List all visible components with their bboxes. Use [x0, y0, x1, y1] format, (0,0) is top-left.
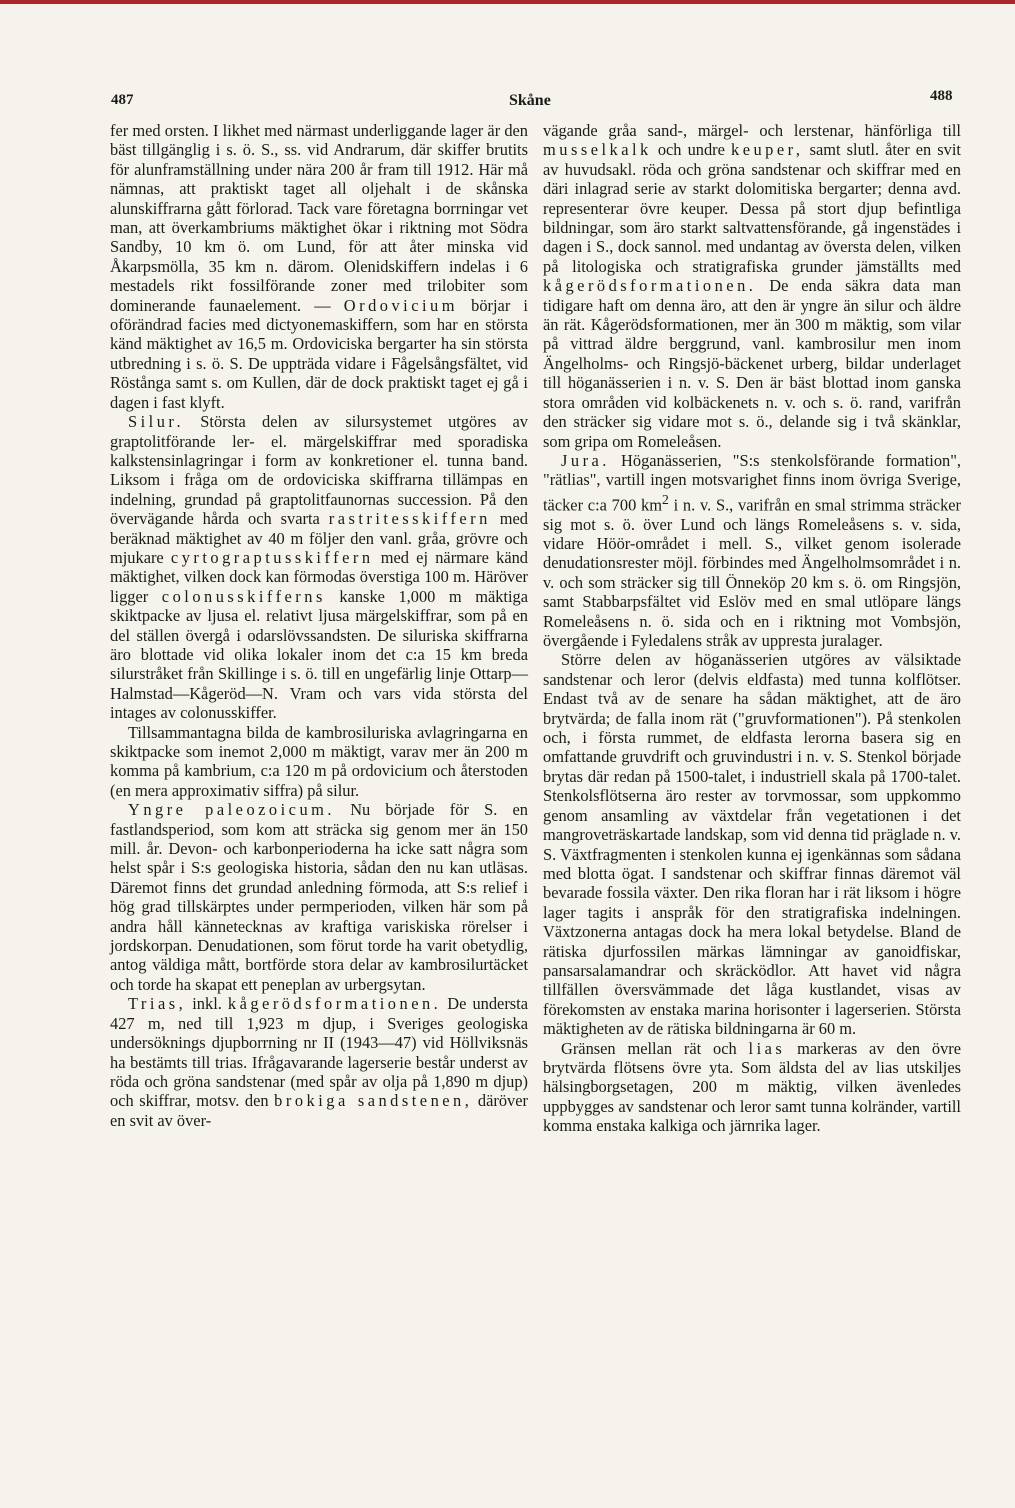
page-title: Skåne [509, 92, 551, 109]
paragraph-trias-continued: vägande gråa sand-, märgel- och lerstenar, hänförliga till musselkalk och undre keuper, samt slutl. åter en svit av huvudsakl. röda och gröna sandstenar och skiffrar med en däri inlagrad serie av starkt dolomitiska bergarter; denna avd. representerar övre keuper. Dessa på stort djup befintliga bildningar, som äro starkt saltvattensförande, gå ingenstädes i dagen i S., dock sannol. med undantag av översta delen, vilken på litologiska och stratigrafiska grunder jämställts med kågerödsformationen. De enda säkra data man tidigare haft om denna äro, att den är yngre än silur och äldre än rät. Kågerödsformationen, mer än 300 m mäktig, som vilar på vittrad äldre berggrund, vanl. kambrosilur men inom Ängelholms- och Ringsjö-bäckenet urberg, bildar underlaget till höganässerien i n. v. S. Den är bäst blottad inom ganska stora områden vid kolbäckenets n. v. och s. ö. rand, varifrån den sträcker sig vidare mot s. ö., delande sig i två skänklar, som gripa om Romeleåsen. [543, 121, 961, 451]
left-column [110, 121, 528, 1130]
paragraph-hoganasserien: Större delen av höganässerien utgöres av välsiktade sandstenar och leror (delvis eldfasta) med tunna kolflötser. Endast två av de senare ha sådan mäktighet, att de äro brytvärda; de falla inom rät ("gruvformationen"). På stenkolen och, i första rummet, de eldfasta lerorna basera sig en omfattande gruvdrift och gruvindustri i n. v. S. Stenkol började brytas där redan på 1500-talet, i industriell skala på 1700-talet. Stenkolsflötserna äro rester av torvmossar, som uppkommo genom ansamling av växtdelar från vegetationen i det mangroveträskartade landskap, som vid denna tid präglade n. v. S. Växtfragmenten i stenkolen kunna ej igenkännas som sådana med blotta ögat. I sandstenar och skiffrar finnas däremot väl bevarade fossila växter. Den rika floran har i rät liksom i högre lager tagits i anspråk för den stratigrafiska indelningen. Växtzonerna antagas dock ha mera lokal betydelse. Bland de rätiska djurfossilen märkas lämningar av ganoidfiskar, pansarsalamandrar och skräcködlor. Att havet vid några tillfällen översvämmade det låga kustlandet, visas av förekomsten av enstaka marina horisonter i lagerserien. Största mäktigheten av de rätiska bildningarna är 60 m. [543, 650, 961, 1039]
paragraph-kambrosilur-summary: Tillsammantagna bilda de kambrosiluriska avlagringarna en skiktpacke som inemot 2,000 m mäktigt, varav mer än 200 m komma på kambrium, c:a 120 m på ordovicium och återstoden (en mera approximativ siffra) på silur. [110, 722, 528, 800]
paragraph-lias: Gränsen mellan rät och lias markeras av den övre brytvärda flötsens övre yta. Som äldsta del av lias utskiljes hälsingborgsetagen, 200 m mäktig, vilken ävenledes uppbygges av sandstenar och leror samt tunna kolränder, vartill komma enstaka kalkiga och järnrika lager. [543, 1038, 962, 1136]
paragraph-trias: Trias, inkl. kågerödsformationen. De understa 427 m, ned till 1,923 m djup, i Sveriges geologiska undersöknings djupborrning nr II (1943—47) vid Höllviksnäs ha bestämts till trias. Ifrågavarande lagerserie består underst av röda och gröna sandstenar (med spår av olja på 1,890 m djup) och skiffrar, motsv. den brokiga sandstenen, däröver en svit av över- [110, 994, 528, 1130]
paragraph-kambrium-ordovicium: fer med orsten. I likhet med närmast underliggande lager är den bäst tillgänglig i s. ö. S., ss. vid Andrarum, där skiffer brutits för alunframställning under nära 200 år fram till 1912. Här må nämnas, att praktiskt taget all oljehalt i de skånska alunskiffrarna gått förlorad. Tack vare företagna borrningar vet man, att överkambriums mäktighet ökar i riktning mot Södra Sandby, 10 km ö. om Lund, för att åter minska vid Åkarpsmölla, 35 km n. därom. Olenidskiffern indelas i 6 mestadels rikt fossilförande zoner med trilobiter som dominerande faunaelement. — Ordovicium börjar i oförändrad facies med dictyonemaskiffern, som har en största känd mäktighet av 16,5 m. Ordoviciska bergarter ha sin största utbredning i s. ö. S. De uppträda vidare i Fågelsångsfältet, vid Röstånga samt s. om Kullen, där de dock praktiskt taget ej gå i dagen i fast klyft. [110, 121, 528, 412]
top-red-rule [0, 0, 1015, 4]
right-page-number: 488 [930, 88, 953, 104]
paragraph-silur: Silur. Största delen av silursystemet utgöres av graptolitförande ler- el. märgelskiffrar med sporadiska kalkstensinlagringar i form av konkretioner el. tunna band. Liksom i fråga om de ordoviciska skiffrarna tillämpas en indelning, grundad på graptolitfaunornas succession. På den övervägande hårda och svarta rastritesskiffern med beräknad mäktighet av 40 m följer den vanl. gråa, grövre och mjukare cyrtograptusskiffern med ej närmare känd mäktighet, vilken dock kan förmodas överstiga 100 m. Häröver ligger colonusskifferns kanske 1,000 m mäktiga skiktpacke av ljusa el. relativt ljusa märgelskiffrar, som på en del ställen övergå i odarslövssandsten. De siluriska skiffrarna äro blottade vid olika lokaler inom det c:a 15 km breda silurstråket från Skillinge i s. ö. till en ungefärlig linje Ottarp—Halmstad—Kågeröd—N. Vram och vars vida största del intages av colonusskiffer. [110, 412, 528, 723]
paragraph-yngre-paleozoicum: Yngre paleozoicum. Nu började för S. en fastlandsperiod, som kom att sträcka sig genom mer än 150 mill. år. Devon- och karbonperioderna ha icke satt några som helst spår i S:s geologiska historia, sådan den nu kan utläsas. Däremot finns det grundad anledning förmoda, att S:s relief i hög grad tillskärptes under permperioden, vilken här som på andra håll kännetecknas av kraftiga variskiska rörelser i jordskorpan. Denudationen, som förut torde ha varit obetydlig, antog väldiga mått, bortförde stora delar av kambrosilurtäcket och torde ha skapat ett peneplan av urbergsytan. [110, 800, 528, 994]
right-column [543, 121, 961, 1136]
paragraph-jura: Jura. Höganässerien, "S:s stenkolsförande formation", "rätlias", vartill ingen motsvarighet finns inom övriga Sverige, täcker c:a 700 $km^2$ i n. v. S., varifrån en smal strimma sträcker sig mot s. ö. över Lund och längs Romeleåsens s. v. sida, vidare Höör-området i mell. S., vilket genom isolerade denudationsrester möjl. förbindes med Ängelholmsområdet i n. v. och som sträcker sig till Önneköp 20 km s. ö. om Ringsjön, samt Stabbarpsfältet vid Eslöv med en smal utlöpare längs Romeleåsens n. ö. sida och en i riktning mot Vombsjön, övergående i Fyledalens stråk av uppresta juralager. [543, 450, 961, 651]
left-page-number: 487 [111, 92, 134, 108]
running-head [0, 90, 1015, 112]
